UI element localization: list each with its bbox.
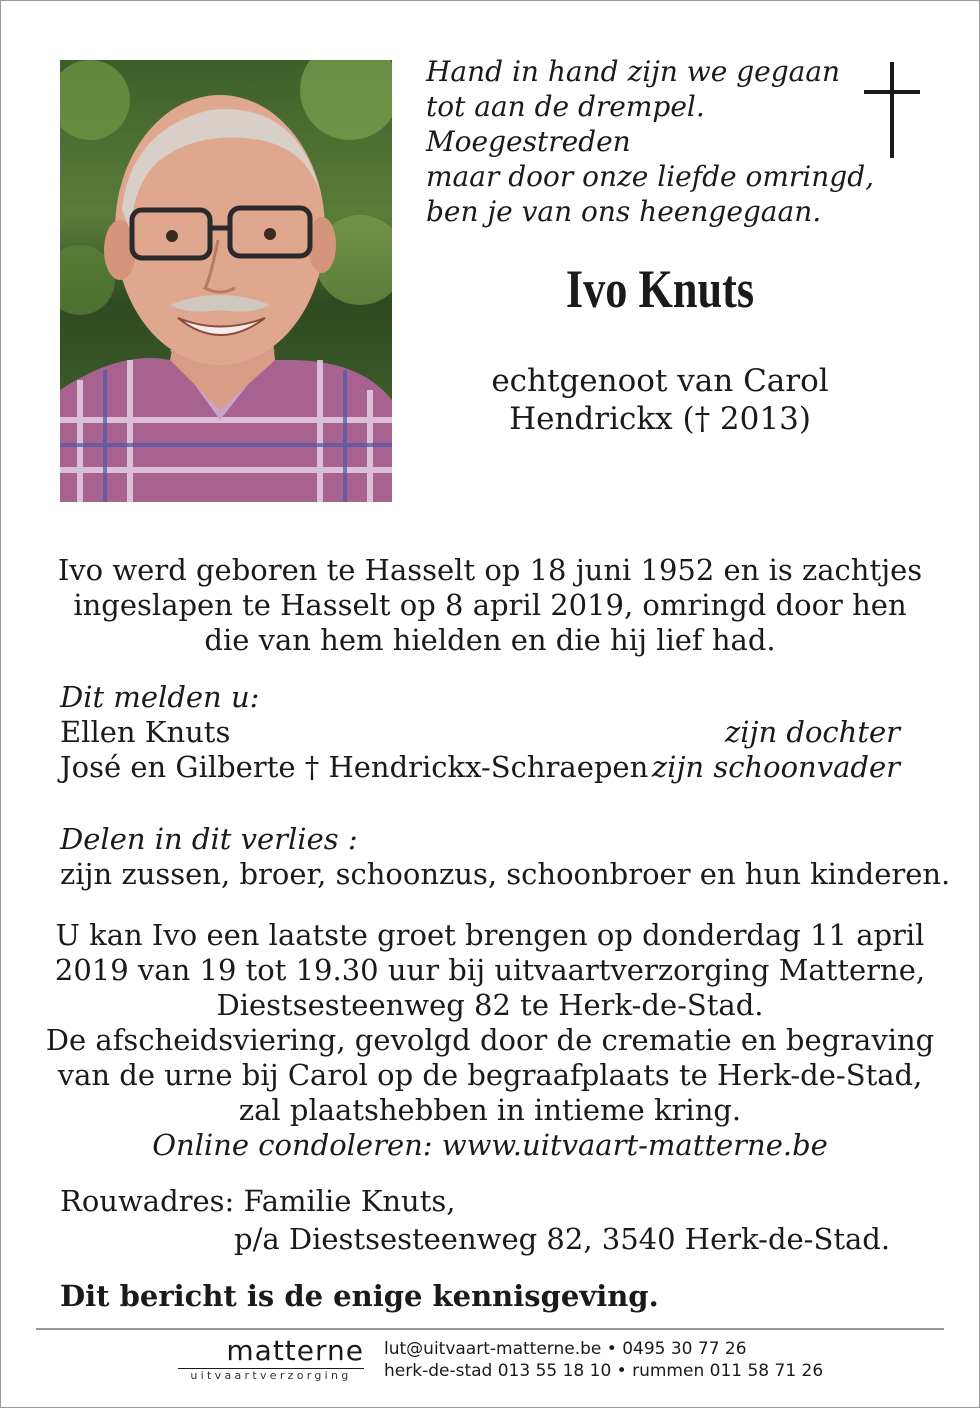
- summary-line: die van hem hielden en die hij lief had.: [204, 623, 776, 657]
- announcer-name: José en Gilberte † Hendrickx-Schraepen: [60, 750, 649, 784]
- sole-notice: Dit bericht is de enige kennisgeving.: [60, 1279, 659, 1313]
- online-condolence-link[interactable]: Online condoleren: www.uitvaart-matterne.be: [152, 1128, 828, 1162]
- poem-line: Moegestreden: [426, 125, 631, 158]
- announcer-name: Ellen Knuts: [60, 715, 231, 749]
- matterne-logo: [178, 1334, 364, 1383]
- summary-line: ingeslapen te Hasselt op 8 april 2019, omringd door hen: [73, 588, 907, 622]
- farewell-line: Diestsesteenweg 82 te Herk-de-Stad.: [216, 988, 764, 1022]
- address-line: p/a Diestsesteenweg 82, 3540 Herk-de-Stad.: [234, 1222, 891, 1256]
- poem-line: maar door onze liefde omringd,: [426, 160, 875, 193]
- contact-line: herk-de-stad 013 55 18 10 • rummen 011 58 71 26: [384, 1361, 824, 1381]
- footer-divider: [36, 1328, 944, 1330]
- spouse-line: Hendrickx († 2013): [509, 401, 811, 437]
- poem-line: ben je van ons heengegaan.: [426, 195, 822, 228]
- deceased-name: Ivo Knuts: [565, 259, 755, 319]
- announcers-section: [60, 680, 900, 785]
- mourners-section: [60, 822, 951, 892]
- logo-wordmark: matterne: [226, 1334, 364, 1367]
- poem-line: Hand in hand zijn we gegaan: [426, 55, 841, 88]
- cross-icon: [862, 62, 922, 158]
- farewell-line: De afscheidsviering, gevolgd door de crematie en begraving: [45, 1023, 935, 1057]
- spouse-info: [430, 362, 890, 438]
- announcer-row: [60, 750, 900, 785]
- memorial-poem: [426, 54, 875, 229]
- farewell-section: [40, 918, 940, 1163]
- mourners-text: zijn zussen, broer, schoonzus, schoonbroer en hun kinderen.: [60, 857, 951, 891]
- announcer-relation: zijn schoonvader: [651, 750, 900, 784]
- logo-tagline: uitvaartverzorging: [190, 1369, 352, 1382]
- summary-line: Ivo werd geboren te Hasselt op 18 juni 1952 en is zachtjes: [57, 553, 923, 587]
- poem-line: tot aan de drempel.: [426, 90, 705, 123]
- mourners-label: Delen in dit verlies :: [60, 822, 358, 856]
- portrait-photo: [60, 60, 392, 502]
- farewell-line: zal plaatshebben in intieme kring.: [238, 1093, 742, 1127]
- life-summary: [40, 553, 940, 658]
- address-line: Rouwadres: Familie Knuts,: [60, 1184, 456, 1218]
- farewell-line: van de urne bij Carol op de begraafplaats te Herk-de-Stad,: [57, 1058, 923, 1092]
- mourning-address: [60, 1182, 920, 1258]
- spouse-line: echtgenoot van Carol: [491, 363, 829, 399]
- farewell-line: 2019 van 19 tot 19.30 uur bij uitvaartverzorging Matterne,: [54, 953, 926, 987]
- footer-contact: [384, 1338, 823, 1382]
- farewell-line: U kan Ivo een laatste groet brengen op donderdag 11 april: [55, 918, 925, 952]
- announcer-row: [60, 715, 900, 750]
- announcer-relation: zijn dochter: [724, 715, 900, 749]
- contact-line[interactable]: lut@uitvaart-matterne.be • 0495 30 77 26: [384, 1339, 747, 1359]
- announcers-label: Dit melden u:: [60, 680, 260, 714]
